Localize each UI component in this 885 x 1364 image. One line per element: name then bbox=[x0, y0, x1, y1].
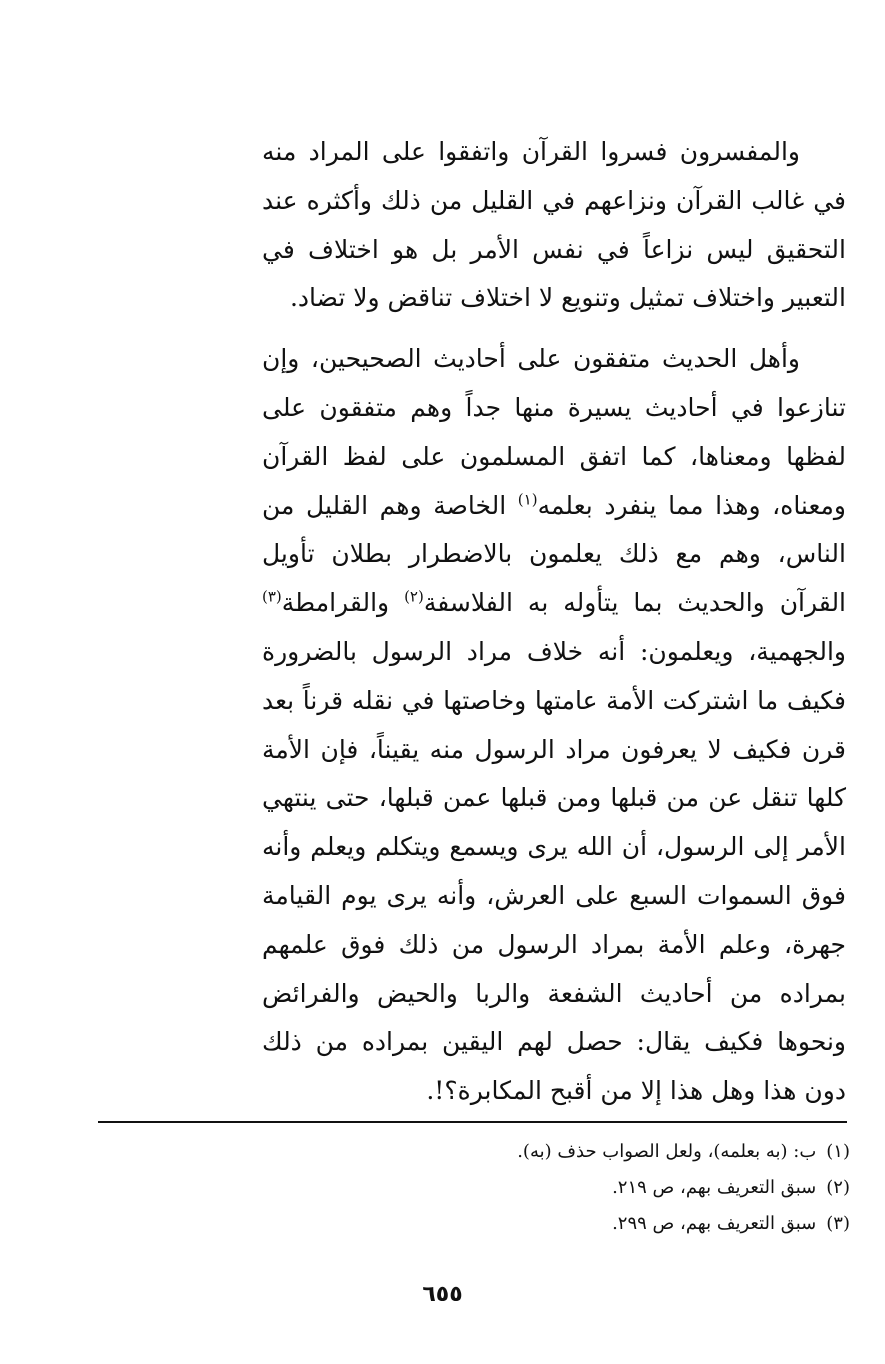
page-number: ٦٥٥ bbox=[422, 1282, 463, 1307]
footnote-number: (١) bbox=[826, 1141, 850, 1162]
footnote-reference: (١) bbox=[517, 490, 538, 509]
footnote-2 bbox=[260, 1170, 850, 1206]
text-run: والمفسرون فسروا القرآن واتفقوا على المراد منه في غالب القرآن ونزاعهم في القليل من ذلك وأكثره عند التحقيق ليس نزاعاً في نفس الأمر بل هو اختلاف في التعبير واختلاف تمثيل وتنويع لا اختلاف تناقض ولا تضاد. bbox=[262, 137, 846, 313]
footnote-number: (٢) bbox=[826, 1177, 850, 1198]
footnote-reference: (٢) bbox=[404, 587, 424, 606]
footnote-3 bbox=[260, 1206, 850, 1242]
footnote-text: سبق التعريف بهم، ص ٢١٩. bbox=[612, 1177, 817, 1198]
footnote-text: ب: (به بعلمه)، ولعل الصواب حذف (به). bbox=[517, 1141, 817, 1162]
footnote-reference: (٣) bbox=[262, 587, 282, 606]
text-run: والجهمية، ويعلمون: أنه خلاف مراد الرسول بالضرورة فكيف ما اشتركت الأمة عامتها وخاصتها في نقله قرناً بعد قرن فكيف لا يعرفون مراد الرسول منه يقيناً، فإن الأمة كلها تنقل عن من قبلها ومن قبلها عمن قبلها، حتى ينتهي الأمر إلى الرسول، أن الله يرى ويسمع ويتكلم ويعلم وأنه فوق السموات السبع على العرش، وأنه يرى يوم القيامة جهرة، وعلم الأمة بمراد الرسول من ذلك فوق علمهم بمراده من أحاديث الشفعة والربا والحيض والفرائض ونحوها فكيف يقال: حصل لهم اليقين بمراده من ذلك دون هذا وهل هذا إلا من أقبح المكابرة؟!. bbox=[262, 636, 846, 1106]
text-run: الخاصة وهم القليل من الناس، وهم مع ذلك يعلمون بالاضطرار بطلان تأويل القرآن والحديث بما يتأوله به الفلاسفة bbox=[262, 490, 847, 618]
footnote-text: سبق التعريف بهم، ص ٢٩٩. bbox=[612, 1213, 817, 1234]
footnotes bbox=[260, 1134, 850, 1242]
main-text bbox=[262, 128, 846, 1116]
paragraph-2 bbox=[262, 335, 846, 1116]
footnote-separator bbox=[98, 1121, 847, 1123]
footnote-1 bbox=[260, 1134, 850, 1170]
footnote-number: (٣) bbox=[826, 1213, 850, 1234]
paragraph-1 bbox=[262, 128, 846, 323]
text-run: والقرامطة bbox=[281, 588, 405, 618]
text-run: وأهل الحديث متفقون على أحاديث الصحيحين، وإن تنازعوا في أحاديث يسيرة منها جداً وهم متفقون على لفظها ومعناها، كما اتفق المسلمون على لفظ القرآن ومعناه، وهذا مما ينفرد بعلمه bbox=[262, 344, 847, 520]
